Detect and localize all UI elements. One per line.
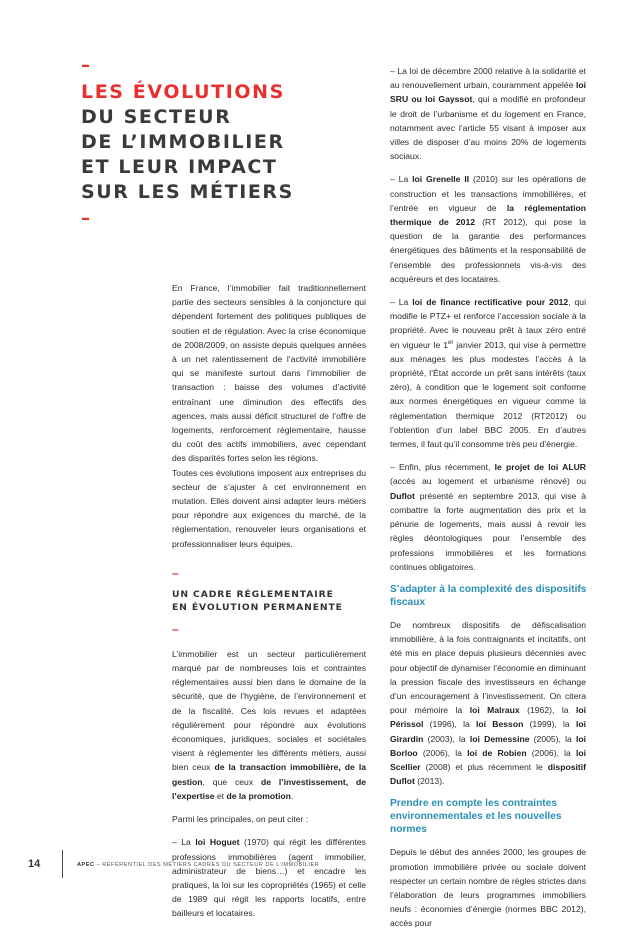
bold-text-run: de la transaction immobilière, de la gestion xyxy=(172,762,366,787)
bold-text-run: loi Besson xyxy=(476,719,524,730)
body-paragraph xyxy=(390,618,586,788)
section-dash: – xyxy=(172,621,179,636)
subheading-line: Prendre en compte les contraintes xyxy=(390,798,558,810)
text-run: En France, l’immobilier fait traditionnellement partie des secteurs sensibles à la conjoncture qui dépendent fortement des politiques publiques de soutien et de régulation. Avec la crise économique de 2008/2009, on assiste depuis quelques années à un net ralentissement de l’activité immobilière qui se manifeste surtout dans l’immobilier de transaction : baisse des volumes d’activité entraînant une diminution des effectifs des agences, mais aussi déficit structurel de l’offre de logements, renforcement réglementaire, hausse du coût des actifs immobiliers, avec cependant des disparités fortes selon les régions. xyxy=(172,283,366,464)
text-run: (2006), la xyxy=(417,747,468,758)
bold-text-run: Duflot xyxy=(390,490,415,501)
footer-caption xyxy=(77,862,319,868)
page-number: 14 xyxy=(28,858,41,870)
subheading-line: fiscaux xyxy=(390,596,426,608)
bold-text-run: loi Hoguet xyxy=(195,837,240,848)
right-column xyxy=(390,64,586,940)
title-dash-top: – xyxy=(81,55,90,76)
footer-brand: APEC xyxy=(77,862,95,868)
text-run: (2008) et plus récemment le xyxy=(420,761,548,772)
subheading-environment xyxy=(390,797,586,836)
section-title xyxy=(172,588,366,614)
body-paragraph xyxy=(390,295,586,451)
text-run: L’immobilier est un secteur particulièrement marqué par de nombreuses lois et contraintes réglementaires aussi bien dans le domaine de la sécurité, que de l’hygiène, de l’environnement et de la fiscalité. Ces lois revues et adaptées régulièrement pour répondre aux évolutions économiques, juridiques, sociales et sociétales visent à réglementer les différents métiers, aussi bien ceux xyxy=(172,648,366,773)
text-run: (1970) qui régit les différentes professions immobilières (agent immobilier, administrateur de biens…) et encadre les pratiques, la loi sur les copropriétés (1965) et celle de 1989 qui régit les rapports locatifs, entre bailleurs et locataires. xyxy=(172,837,366,919)
title-line: SUR LES MÉTIERS xyxy=(81,181,294,203)
text-run: – La loi de décembre 2000 relative à la solidarité et au renouvellement urbain, couramment appelée xyxy=(390,66,586,91)
body-paragraph xyxy=(172,812,366,826)
bold-text-run: loi de finance rectificative pour 2012 xyxy=(412,297,569,308)
text-run: Depuis le début des années 2000, les groupes de promotion immobilière privée ou sociale doivent respecter un certain nombre de règles strictes dans l’élaboration de leurs programmes immobiliers neufs : économies d’énergie (normes BBC 2012), accès pour xyxy=(390,847,586,929)
text-run: – La xyxy=(390,174,413,185)
title-line: DU SECTEUR xyxy=(81,106,232,128)
body-paragraph xyxy=(390,64,586,163)
text-run: (accès au logement et urbanisme rénové) ou xyxy=(390,476,586,487)
text-run: , qui modifie le PTZ+ et renforce l’accession sociale à la propriété. Avec le nouveau prêt à taux zéro entré en vigueur le 1 xyxy=(390,297,587,350)
text-run: – La xyxy=(172,837,196,848)
text-run: présenté en septembre 2013, qui vise à combattre la forte augmentation des prix et la pénurie de logements, mais aussi à revoir les règles déontologiques pour l’ensemble des professions immobilières et les formations continues obligatoires. xyxy=(390,490,586,572)
text-run: . xyxy=(290,790,294,801)
text-run: (RT 2012), qui pose la question de la garantie des performances énergétiques des bâtiments et la responsabilité de l’ensemble des professionnels vis-à-vis des acquéreurs et des locataires. xyxy=(390,217,586,284)
title-line: DE L’IMMOBILIER xyxy=(81,131,285,153)
footer-divider xyxy=(62,850,63,878)
bold-text-run: dispositif Duflot xyxy=(390,761,586,787)
page-title xyxy=(81,80,294,205)
text-run: (2005), la xyxy=(529,733,576,744)
text-run: (1996), la xyxy=(423,719,477,730)
intro-paragraph xyxy=(172,466,366,551)
bold-text-run: loi Grenelle II xyxy=(412,174,470,185)
body-paragraph xyxy=(390,460,586,574)
bold-text-run: de l’investissement, de l’expertise xyxy=(172,776,366,801)
text-run: Parmi les principales, on peut citer : xyxy=(172,814,309,825)
bold-text-run: loi Girardin xyxy=(390,719,586,744)
bold-text-run: loi Périssol xyxy=(390,705,586,730)
title-line: LES ÉVOLUTIONS xyxy=(81,81,285,103)
text-run: Toutes ces évolutions imposent aux entreprises du secteur de s’ajuster à cet environnement en mutation. Elles doivent ainsi adapter leurs métiers pour répondre aux exigences du marché, de la réglementation, renouveler leurs organisations et professionnaliser leurs équipes. xyxy=(172,467,366,549)
text-run: – Enfin, plus récemment, xyxy=(390,462,495,473)
text-run: De nombreux dispositifs de défiscalisation immobilière, à la fois contraignants et incitatifs, ont été mis en place depuis plusieurs décennies avec pour objectif de dynamiser l’économie en diminuant la pression fiscale des investisseurs en échange d’un encouragement à l’investissement. On citera pour mémoire la xyxy=(390,619,586,716)
bold-text-run: loi Scellier xyxy=(390,747,586,772)
text-run: janvier 2013, qui vise à permettre aux ménages les plus modestes l’accès à la propriété, l’État accorde un prêt sans intérêts (taux zéro), à condition que le logement soit conforme aux normes énergétiques en vigueur comme la réglementation thermique 2012 (RT2012) ou l’obtention d’un label BBC 2005. En d’autres termes, il faut qu’il consomme très peu d’énergie. xyxy=(390,339,586,450)
bold-text-run: le projet de loi ALUR xyxy=(494,462,586,473)
section-title-line: EN ÉVOLUTION PERMANENTE xyxy=(172,601,343,613)
footer-title: – RÉFÉRENTIEL DES MÉTIERS CADRES DU SECTEUR DE L’IMMOBILIER xyxy=(94,862,320,868)
body-paragraph xyxy=(390,845,586,930)
bold-text-run: loi Borloo xyxy=(390,733,586,758)
text-run: , que ceux xyxy=(202,776,261,787)
text-run: (1962), la xyxy=(519,705,576,716)
section-title-line: UN CADRE RÉGLEMENTAIRE xyxy=(172,588,334,600)
subheading-fiscal xyxy=(390,583,586,609)
text-run: (2010) sur les opérations de construction et les transactions immobilières, et l’entrée en vigueur de xyxy=(390,174,586,213)
bold-text-run: loi Malraux xyxy=(469,705,520,716)
text-run: er xyxy=(447,339,454,346)
text-run: – La xyxy=(390,297,413,308)
subheading-line: normes xyxy=(390,824,427,836)
bold-text-run: loi SRU ou loi Gayssot xyxy=(390,80,586,105)
text-run: (2013). xyxy=(414,776,445,787)
title-line: ET LEUR IMPACT xyxy=(81,156,278,178)
bold-text-run: loi de Robien xyxy=(467,747,527,758)
body-paragraph xyxy=(172,647,366,803)
bold-text-run: loi Demessine xyxy=(469,733,530,744)
title-dash-bottom: – xyxy=(81,208,90,229)
intro-paragraph xyxy=(172,281,366,466)
text-run: , qui a modifié en profondeur le droit de l’urbanisme et du logement en France, notamment avec l’article 55 visant à imposer aux villes de disposer d’au moins 20% de logements sociaux. xyxy=(390,94,586,162)
bold-text-run: la réglementation thermique de 2012 xyxy=(390,202,587,228)
section-heading xyxy=(172,567,366,635)
body-paragraph xyxy=(390,172,586,286)
text-run: (1999), la xyxy=(523,719,576,730)
subheading-line: environnementales et les nouvelles xyxy=(390,811,562,823)
text-run: et xyxy=(214,790,227,801)
text-run: (2006), la xyxy=(526,747,576,758)
subheading-line: S’adapter à la complexité des dispositifs xyxy=(390,583,587,595)
left-column xyxy=(172,281,366,930)
bold-text-run: de la promotion xyxy=(226,790,291,801)
body-paragraph xyxy=(172,835,366,920)
section-dash: – xyxy=(172,565,179,580)
text-run: (2003), la xyxy=(423,733,470,744)
